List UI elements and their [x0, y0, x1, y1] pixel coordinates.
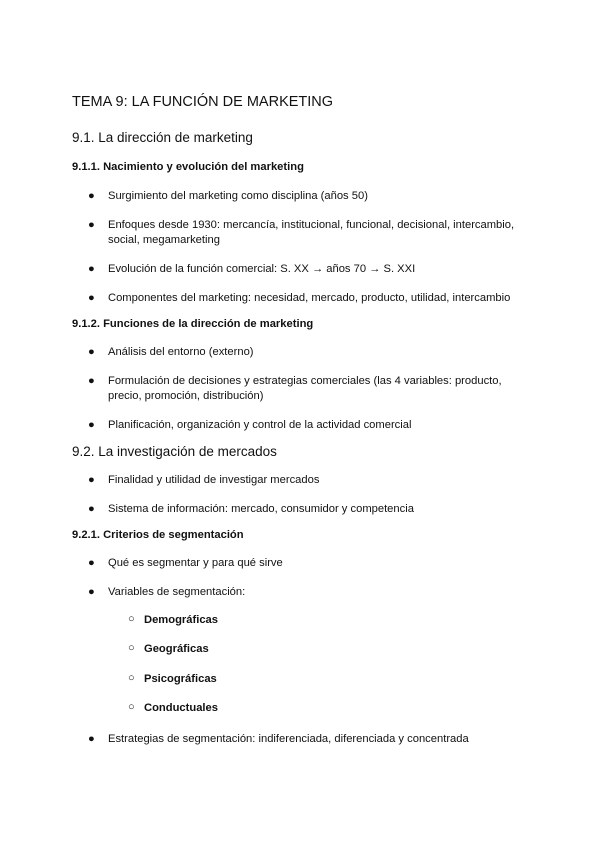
hollow-bullet-icon: ○: [128, 701, 135, 713]
list-item-text: Surgimiento del marketing como disciplina (años 50): [108, 190, 368, 202]
list-item: [88, 345, 518, 360]
list-item-text: Qué es segmentar y para qué sirve: [108, 557, 283, 569]
bullet-icon: ●: [88, 375, 95, 387]
sub-list-item-text: Geográficas: [144, 643, 209, 655]
list-item: [88, 218, 518, 247]
bullet-icon: ●: [88, 557, 95, 569]
list-item: [88, 291, 518, 306]
section-9-2-heading: 9.2. La investigación de mercados: [72, 444, 277, 459]
hollow-bullet-icon: ○: [128, 642, 135, 654]
hollow-bullet-icon: ○: [128, 672, 135, 684]
list-item-text: Análisis del entorno (externo): [108, 346, 254, 358]
list-item-text: Evolución de la función comercial: S. XX → años 70 → S. XXI: [108, 263, 416, 275]
section-9-1-heading: 9.1. La dirección de marketing: [72, 130, 253, 145]
list-item-text: Componentes del marketing: necesidad, mercado, producto, utilidad, intercambio: [108, 292, 511, 304]
list-item-text: Estrategias de segmentación: indiferenciada, diferenciada y concentrada: [108, 733, 469, 745]
list-item-text: Finalidad y utilidad de investigar mercados: [108, 474, 320, 486]
bullet-icon: ●: [88, 346, 95, 358]
list-item: [88, 502, 518, 517]
sub-list-item: [128, 642, 209, 655]
section-9-2-1-heading: 9.2.1. Criterios de segmentación: [72, 529, 244, 541]
sub-list-item: [128, 672, 217, 685]
sub-list-item-text: Psicográficas: [144, 673, 217, 685]
list-item: [88, 418, 518, 433]
bullet-icon: ●: [88, 733, 95, 745]
list-item-text: Planificación, organización y control de la actividad comercial: [108, 419, 412, 431]
list-item: [88, 732, 518, 747]
section-9-1-1-heading: 9.1.1. Nacimiento y evolución del marketing: [72, 161, 304, 173]
hollow-bullet-icon: ○: [128, 613, 135, 625]
list-item: [88, 262, 518, 277]
list-item-text: Variables de segmentación:: [108, 586, 246, 598]
bullet-icon: ●: [88, 292, 95, 304]
sub-list-item: [128, 701, 218, 714]
section-9-1-2-heading: 9.1.2. Funciones de la dirección de marketing: [72, 318, 314, 330]
list-item: [88, 473, 518, 488]
list-item: [88, 189, 518, 204]
list-item: [88, 585, 518, 600]
document-title: TEMA 9: LA FUNCIÓN DE MARKETING: [72, 94, 334, 110]
bullet-icon: ●: [88, 586, 95, 598]
list-item-text: Enfoques desde 1930: mercancía, institucional, funcional, decisional, intercambio, social, megamarketing: [108, 219, 515, 246]
list-item-text: Sistema de información: mercado, consumidor y competencia: [108, 503, 414, 515]
list-item: [88, 556, 518, 571]
sub-list-item: [128, 613, 218, 626]
sub-list-item-text: Conductuales: [144, 702, 218, 714]
bullet-icon: ●: [88, 474, 95, 486]
bullet-icon: ●: [88, 503, 95, 515]
bullet-icon: ●: [88, 263, 95, 275]
bullet-icon: ●: [88, 190, 95, 202]
sub-list-item-text: Demográficas: [144, 614, 218, 626]
bullet-icon: ●: [88, 219, 95, 231]
bullet-icon: ●: [88, 419, 95, 431]
list-item: [88, 374, 518, 403]
list-item-text: Formulación de decisiones y estrategias comerciales (las 4 variables: producto, precio, promoción, distribución): [108, 375, 502, 402]
